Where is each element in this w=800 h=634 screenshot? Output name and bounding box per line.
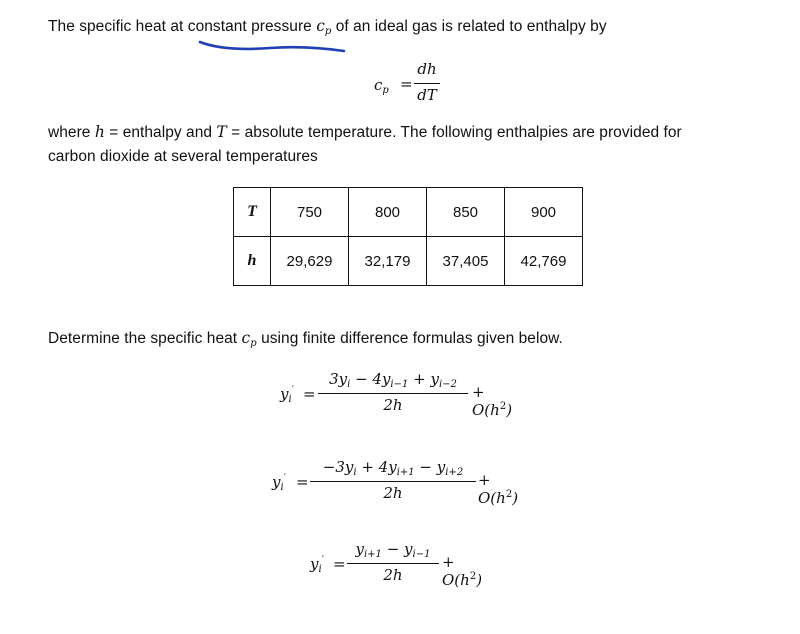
formula-lhs: $y_i'$ — [310, 555, 324, 575]
table-cell: 800 — [349, 188, 427, 237]
intro-text-1: The specific heat at — [48, 18, 188, 35]
equation-equals: = — [400, 75, 413, 93]
enthalpy-table — [233, 187, 583, 286]
fraction-numerator: dh — [417, 60, 437, 78]
intro-text-3: of an ideal gas is related to enthalpy by — [331, 18, 607, 35]
handwritten-underline-annotation — [198, 36, 348, 56]
fraction-denominator: dT — [417, 86, 437, 104]
formula-lhs: $y_i'$ — [280, 385, 294, 405]
table-cell: 29,629 — [271, 237, 349, 286]
formula-denominator: 2h — [383, 396, 403, 414]
table-cell: 37,405 — [427, 237, 505, 286]
where-text-1: where — [48, 124, 95, 141]
h-symbol: h — [94, 123, 105, 141]
table-cell: 850 — [427, 188, 505, 237]
table-row-enthalpy — [234, 237, 583, 286]
formula-denominator: 2h — [383, 484, 403, 502]
where-text-2: = enthalpy and — [104, 124, 217, 141]
formula-error-term: + $O(h^2)$ — [442, 553, 483, 589]
table-cell: 32,179 — [349, 237, 427, 286]
formula-numerator: $-3y_i + 4y_{i+1} - y_{i+2}$ — [322, 458, 464, 478]
intro-underlined-text: constant pressure — [187, 18, 312, 35]
table-cell: 750 — [271, 188, 349, 237]
determine-paragraph — [48, 326, 563, 356]
cp-symbol-2: $c_p$ — [241, 329, 257, 349]
where-text-line2: carbon dioxide at several temperatures — [48, 148, 318, 165]
where-text-3: = absolute temperature. The following enthalpies are provided for — [226, 124, 682, 141]
fraction-bar — [414, 83, 440, 84]
formula-numerator: $3y_i - 4y_{i-1} + y_{i-2}$ — [329, 370, 457, 390]
formula-error-term: + $O(h^2)$ — [472, 383, 513, 419]
determine-text-2: using finite difference formulas given below. — [256, 330, 563, 347]
cp-subscript: p — [324, 26, 332, 37]
formula-fraction-bar — [347, 563, 439, 564]
where-paragraph — [48, 120, 682, 169]
formula-equals: = — [303, 385, 316, 403]
formula-numerator: $y_{i+1} - y_{i-1}$ — [355, 540, 431, 560]
formula-lhs: $y_i'$ — [272, 473, 286, 493]
cp-symbol: $c_p$ — [316, 17, 332, 37]
determine-text-1: Determine the specific heat — [48, 330, 242, 347]
formula-equals: = — [296, 473, 309, 491]
table-header-h: h — [234, 237, 271, 286]
formula-equals: = — [333, 555, 346, 573]
formula-fraction-bar — [310, 481, 476, 482]
table-cell: 42,769 — [505, 237, 583, 286]
formula-error-term: + $O(h^2)$ — [478, 471, 519, 507]
table-row-temperature — [234, 188, 583, 237]
formula-fraction-bar — [318, 393, 468, 394]
table-header-T: T — [234, 188, 271, 237]
equation-lhs: $c_p$ — [374, 76, 389, 96]
T-symbol: T — [216, 123, 227, 141]
table-cell: 900 — [505, 188, 583, 237]
formula-denominator: 2h — [383, 566, 403, 584]
